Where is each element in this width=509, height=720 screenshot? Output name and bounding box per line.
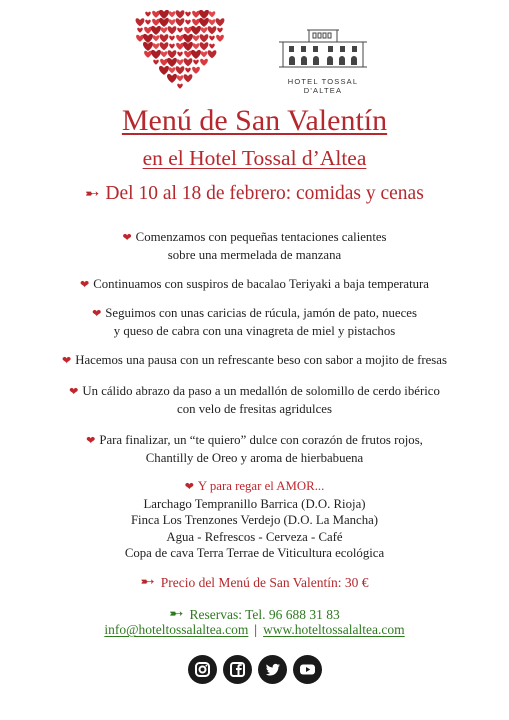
reservations-text: Reservas: Tel. 96 688 31 83 <box>189 607 340 622</box>
course-item <box>0 229 509 264</box>
price-line <box>0 572 509 592</box>
small-heart-icon <box>191 50 201 59</box>
small-heart-icon <box>161 51 168 57</box>
heart-icon: ❤ <box>80 279 90 291</box>
hotel-logo <box>273 24 373 95</box>
small-heart-icon <box>177 59 184 65</box>
small-heart-icon <box>153 35 160 41</box>
small-heart-icon <box>161 27 168 33</box>
heart-cluster-logo <box>130 10 230 107</box>
course-item <box>0 432 509 467</box>
small-heart-icon <box>216 35 224 42</box>
small-heart-icon <box>167 74 177 83</box>
small-heart-icon <box>152 11 160 18</box>
small-heart-icon <box>185 68 191 73</box>
small-heart-icon <box>193 60 199 65</box>
small-heart-icon <box>145 20 151 25</box>
heart-icon: ❤ <box>62 355 72 367</box>
course-line: Un cálido abrazo da paso a un medallón de solomillo de cerdo ibérico <box>82 384 440 398</box>
small-heart-icon <box>153 43 160 49</box>
small-heart-icon <box>184 58 193 66</box>
facebook-icon[interactable] <box>223 655 252 684</box>
course-line: con velo de fresitas agridulces <box>177 402 332 416</box>
small-heart-icon <box>176 66 185 74</box>
small-heart-icon <box>176 10 185 18</box>
email-link[interactable]: info@hoteltossalaltea.com <box>104 622 249 637</box>
course-line: Seguimos con unas caricias de rúcula, jamón de pato, nueces <box>105 306 417 320</box>
small-heart-icon <box>177 84 183 89</box>
small-heart-icon <box>176 43 184 50</box>
heart-icon: ❤ <box>184 481 194 493</box>
arrow-icon: ➸ <box>140 572 155 591</box>
course-line: Comenzamos con pequeñas tentaciones calientes <box>135 230 387 244</box>
course-item <box>0 383 509 418</box>
small-heart-icon <box>169 36 175 41</box>
course-line: Chantilly de Oreo y aroma de hierbabuena <box>145 451 364 465</box>
dates-line <box>0 183 509 205</box>
small-heart-icon <box>208 26 217 34</box>
small-heart-icon <box>185 20 191 25</box>
course-line: Para finalizar, un “te quiero” dulce con corazón de frutos rojos, <box>99 433 423 447</box>
small-heart-icon <box>209 19 216 25</box>
small-heart-icon <box>168 26 177 34</box>
small-heart-icon <box>199 10 209 19</box>
small-heart-icon <box>167 58 177 67</box>
twitter-icon[interactable] <box>258 655 287 684</box>
social-icons <box>0 655 509 684</box>
small-heart-icon <box>192 19 200 26</box>
small-heart-icon <box>159 18 169 27</box>
small-heart-icon <box>176 18 185 26</box>
drink-item: Larchago Tempranillo Barrica (D.O. Rioja) <box>143 496 366 511</box>
small-heart-icon <box>217 28 223 33</box>
small-heart-icon <box>159 10 169 19</box>
small-heart-icon <box>177 52 183 57</box>
drink-item: Copa de cava Terra Terrae de Viticultura ecológica <box>124 546 385 560</box>
small-heart-icon <box>193 43 200 49</box>
small-heart-icon <box>216 18 225 26</box>
heart-icon: ❤ <box>92 308 102 320</box>
small-heart-icon <box>177 75 184 81</box>
small-heart-icon <box>160 42 169 50</box>
drinks-title: Y para regar el AMOR... <box>197 479 325 493</box>
small-heart-icon <box>200 59 208 66</box>
small-heart-icon <box>151 26 161 35</box>
course-item <box>0 352 509 370</box>
small-heart-icon <box>208 50 217 58</box>
course-line: y queso de cabra con una vinagreta de miel y pistachos <box>113 324 396 338</box>
small-heart-icon <box>160 59 168 66</box>
arrow-icon: ➸ <box>169 604 184 623</box>
small-heart-icon <box>192 67 200 74</box>
heart-icon: ❤ <box>122 232 132 244</box>
small-heart-icon <box>169 67 176 73</box>
small-heart-icon <box>145 12 151 17</box>
drink-item: Finca Los Trenzones Verdejo (D.O. La Mancha) <box>130 513 379 527</box>
hotel-building-icon <box>273 24 373 70</box>
drinks-section <box>0 478 509 562</box>
small-heart-icon <box>176 35 184 42</box>
small-heart-icon <box>201 27 208 33</box>
drink-item: Agua - Refrescos - Cerveza - Café <box>166 529 343 544</box>
heart-icon: ❤ <box>69 386 79 398</box>
small-heart-icon <box>137 28 143 33</box>
page-title: Menú de San Valentín <box>121 104 388 137</box>
small-heart-icon <box>183 42 193 51</box>
dates-text: Del 10 al 18 de febrero: comidas y cenas <box>105 183 424 204</box>
course-line: Continuamos con suspiros de bacalao Teriyaki a baja temperatura <box>93 277 429 291</box>
heart-icon: ❤ <box>86 435 96 447</box>
small-heart-icon <box>184 74 193 82</box>
small-heart-icon <box>200 34 209 42</box>
hotel-name: HOTEL TOSSAL D'ALTEA <box>287 77 359 95</box>
small-heart-icon <box>200 42 209 50</box>
small-heart-icon <box>199 18 209 27</box>
small-heart-icon <box>153 60 159 65</box>
small-heart-icon <box>160 34 169 42</box>
instagram-icon[interactable] <box>188 655 217 684</box>
small-heart-icon <box>169 19 176 25</box>
small-heart-icon <box>183 34 193 43</box>
small-heart-icon <box>143 42 153 51</box>
course-item <box>0 276 509 294</box>
small-heart-icon <box>201 51 208 57</box>
small-heart-icon <box>193 35 200 41</box>
website-link[interactable]: www.hoteltossalaltea.com <box>263 622 405 637</box>
page-subtitle: en el Hotel Tossal d’Altea <box>142 146 367 170</box>
course-line: Hacemos una pausa con un refrescante beso con sabor a mojito de fresas <box>75 353 447 367</box>
small-heart-icon <box>177 28 183 33</box>
small-heart-icon <box>151 50 161 59</box>
small-heart-icon <box>143 34 153 43</box>
small-heart-icon <box>209 44 215 49</box>
small-heart-icon <box>152 19 160 26</box>
small-heart-icon <box>144 27 152 34</box>
course-line: sobre una mermelada de manzana <box>167 248 342 262</box>
arrow-icon: ➸ <box>85 184 100 203</box>
reservations-line <box>0 604 509 624</box>
small-heart-icon <box>209 36 215 41</box>
small-heart-icon <box>159 66 169 75</box>
small-heart-icon <box>169 11 176 17</box>
contact-links <box>0 622 509 638</box>
separator: | <box>254 622 258 637</box>
small-heart-icon <box>209 11 216 17</box>
youtube-icon[interactable] <box>293 655 322 684</box>
small-heart-icon <box>136 18 145 26</box>
small-heart-icon <box>169 44 175 49</box>
course-item <box>0 305 509 340</box>
price-text: Precio del Menú de San Valentín: 30 € <box>160 575 369 590</box>
small-heart-icon <box>185 12 191 17</box>
small-heart-icon <box>136 35 144 42</box>
small-heart-icon <box>184 51 192 58</box>
small-heart-icon <box>184 27 192 34</box>
small-heart-icon <box>168 50 177 58</box>
small-heart-icon <box>192 11 200 18</box>
small-heart-icon <box>144 51 152 58</box>
small-heart-icon <box>191 26 201 35</box>
